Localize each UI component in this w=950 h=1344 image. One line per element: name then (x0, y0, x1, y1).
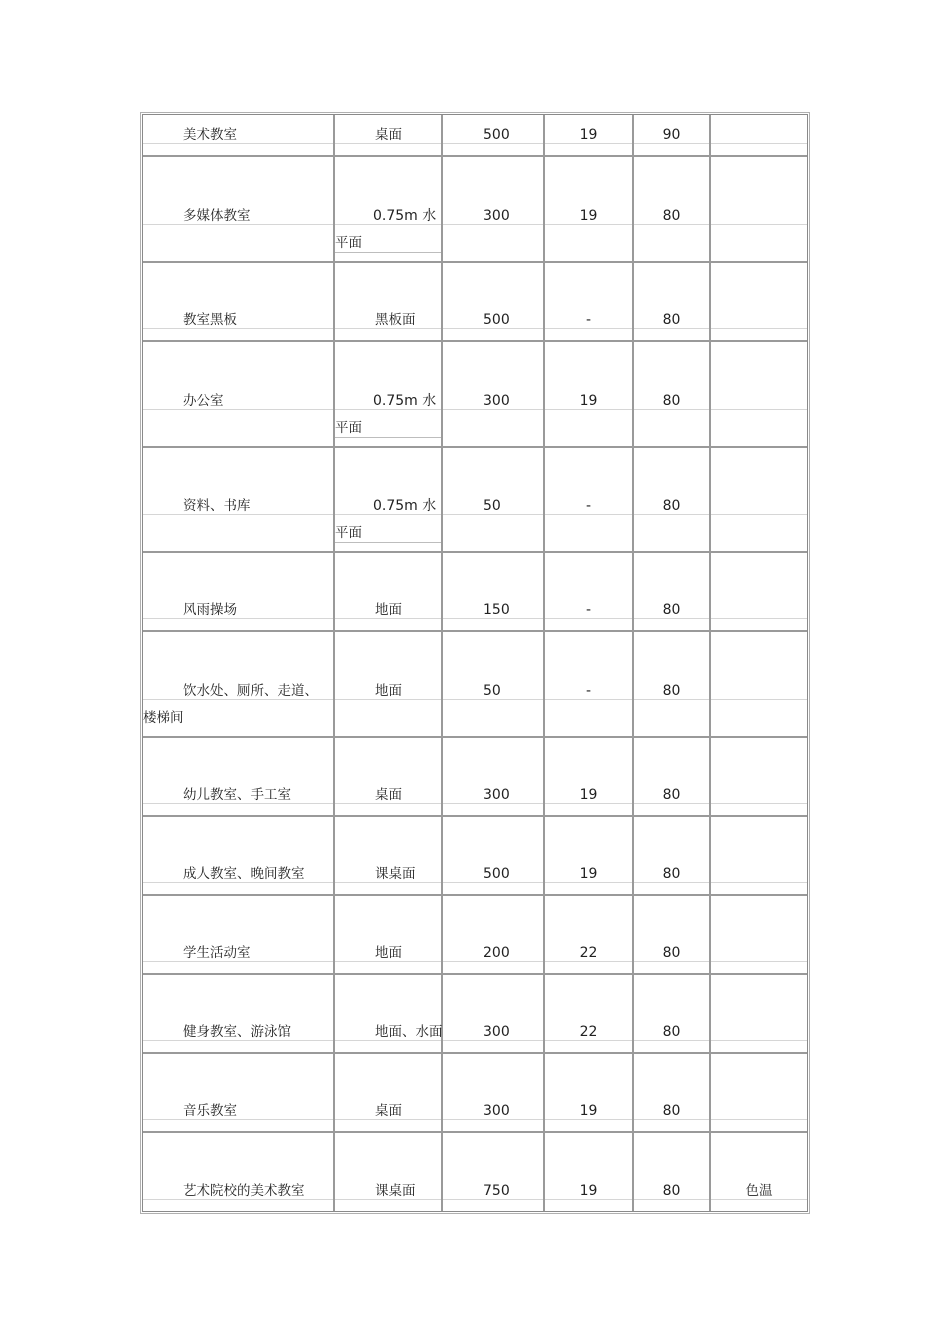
note-cell (711, 553, 807, 630)
table-row (143, 342, 807, 448)
ra-cell (634, 553, 711, 630)
ra-cell (634, 1054, 711, 1131)
lux-cell (443, 448, 545, 551)
ugr-cell (545, 738, 634, 815)
table-row (143, 448, 807, 553)
illuminance-value: 300 (483, 208, 510, 224)
area-cell (143, 896, 335, 973)
table-row (143, 632, 807, 738)
plane-cell (335, 157, 443, 261)
area-name: 资料、书库 (183, 498, 251, 514)
lux-cell (443, 817, 545, 894)
table-row (143, 896, 807, 975)
illuminance-value: 300 (483, 1024, 510, 1040)
area-cell (143, 157, 335, 261)
reference-plane: 0.75m 水 (373, 208, 437, 224)
note-cell (711, 738, 807, 815)
illuminance-value: 200 (483, 945, 510, 961)
ugr-value: 19 (579, 866, 598, 882)
reference-plane: 0.75m 水 (373, 498, 437, 514)
plane-cell (335, 263, 443, 340)
plane-cell (335, 817, 443, 894)
note-cell (711, 263, 807, 340)
ra-cell (634, 632, 711, 736)
ra-value: 80 (662, 1024, 681, 1040)
reference-plane: 课桌面 (375, 866, 416, 882)
ugr-value: 19 (579, 393, 598, 409)
illuminance-value: 150 (483, 602, 510, 618)
ra-value: 90 (662, 127, 681, 143)
note-cell (711, 342, 807, 446)
ugr-cell (545, 632, 634, 736)
area-name: 学生活动室 (183, 945, 251, 961)
ra-cell (634, 1133, 711, 1211)
lux-cell (443, 975, 545, 1052)
note-cell (711, 817, 807, 894)
area-cell (143, 115, 335, 155)
reference-plane: 地面 (375, 945, 402, 961)
reference-plane: 黑板面 (375, 312, 416, 328)
area-name: 多媒体教室 (183, 208, 251, 224)
lux-cell (443, 115, 545, 155)
reference-plane: 0.75m 水 (373, 393, 437, 409)
lux-cell (443, 157, 545, 261)
ugr-value: - (585, 312, 592, 328)
ra-value: 80 (662, 393, 681, 409)
ra-cell (634, 448, 711, 551)
area-cell (143, 1054, 335, 1131)
ugr-value: 19 (579, 787, 598, 803)
illuminance-value: 500 (483, 312, 510, 328)
note-cell (711, 448, 807, 551)
note-cell (711, 975, 807, 1052)
ugr-cell (545, 342, 634, 446)
cell-rule (335, 437, 441, 438)
area-cell (143, 448, 335, 551)
ra-value: 80 (662, 1103, 681, 1119)
plane-cell (335, 115, 443, 155)
lux-cell (443, 553, 545, 630)
reference-plane-wrap: 平面 (335, 420, 362, 436)
area-name: 饮水处、厕所、走道、 (183, 683, 318, 699)
lux-cell (443, 738, 545, 815)
reference-plane-wrap: 平面 (335, 525, 362, 541)
note-cell (711, 157, 807, 261)
table-row (143, 263, 807, 342)
area-name: 美术教室 (183, 127, 237, 143)
ugr-value: - (585, 602, 592, 618)
plane-cell (335, 738, 443, 815)
note-cell (711, 1054, 807, 1131)
illuminance-value: 300 (483, 787, 510, 803)
illuminance-value: 300 (483, 1103, 510, 1119)
table-row (143, 817, 807, 896)
lux-cell (443, 896, 545, 973)
ugr-value: - (585, 683, 592, 699)
ra-value: 80 (662, 602, 681, 618)
table-row (143, 1133, 807, 1211)
ra-value: 80 (662, 312, 681, 328)
lux-cell (443, 632, 545, 736)
ra-value: 80 (662, 787, 681, 803)
lighting-standards-table (142, 114, 808, 1212)
area-cell (143, 632, 335, 736)
ugr-value: 19 (579, 127, 598, 143)
reference-plane: 地面、水面 (375, 1024, 443, 1040)
ra-value: 80 (662, 945, 681, 961)
area-name: 健身教室、游泳馆 (183, 1024, 291, 1040)
area-name: 音乐教室 (183, 1103, 237, 1119)
table-row (143, 157, 807, 263)
area-name: 成人教室、晚间教室 (183, 866, 305, 882)
lux-cell (443, 1133, 545, 1211)
ugr-cell (545, 157, 634, 261)
reference-plane: 桌面 (375, 1103, 402, 1119)
ra-value: 80 (662, 866, 681, 882)
reference-plane: 课桌面 (375, 1183, 416, 1199)
ra-value: 80 (662, 1183, 681, 1199)
cell-rule (335, 542, 441, 543)
ra-cell (634, 738, 711, 815)
area-name: 风雨操场 (183, 602, 237, 618)
ra-cell (634, 896, 711, 973)
table-row (143, 1054, 807, 1133)
plane-cell (335, 632, 443, 736)
ugr-cell (545, 975, 634, 1052)
plane-cell (335, 342, 443, 446)
ugr-value: 19 (579, 208, 598, 224)
lux-cell (443, 263, 545, 340)
ugr-value: - (585, 498, 592, 514)
ra-value: 80 (662, 683, 681, 699)
ugr-cell (545, 553, 634, 630)
table-row (143, 975, 807, 1054)
ugr-cell (545, 1054, 634, 1131)
ugr-cell (545, 896, 634, 973)
ra-value: 80 (662, 208, 681, 224)
cell-rule (335, 252, 441, 253)
note-cell (711, 115, 807, 155)
area-cell (143, 817, 335, 894)
area-cell (143, 553, 335, 630)
reference-plane: 桌面 (375, 787, 402, 803)
ra-cell (634, 263, 711, 340)
ugr-cell (545, 448, 634, 551)
table-row (143, 115, 807, 157)
note-cell (711, 896, 807, 973)
ugr-value: 19 (579, 1183, 598, 1199)
ugr-cell (545, 115, 634, 155)
area-cell (143, 975, 335, 1052)
area-name-wrap: 楼梯间 (143, 710, 184, 726)
ugr-cell (545, 263, 634, 340)
lux-cell (443, 342, 545, 446)
ugr-cell (545, 817, 634, 894)
ra-cell (634, 115, 711, 155)
ra-cell (634, 975, 711, 1052)
ugr-value: 19 (579, 1103, 598, 1119)
note-cell (711, 1133, 807, 1211)
note-cell (711, 632, 807, 736)
area-cell (143, 738, 335, 815)
table-row (143, 738, 807, 817)
illuminance-value: 500 (483, 127, 510, 143)
area-name: 艺术院校的美术教室 (183, 1183, 305, 1199)
reference-plane: 桌面 (375, 127, 402, 143)
plane-cell (335, 896, 443, 973)
illuminance-value: 500 (483, 866, 510, 882)
ugr-cell (545, 1133, 634, 1211)
illuminance-value: 50 (483, 498, 501, 514)
lux-cell (443, 1054, 545, 1131)
illuminance-value: 300 (483, 393, 510, 409)
note-text: 色温 (745, 1183, 773, 1199)
reference-plane: 地面 (375, 602, 402, 618)
area-name: 教室黑板 (183, 312, 237, 328)
area-cell (143, 263, 335, 340)
table-row (143, 553, 807, 632)
area-name: 幼儿教室、手工室 (183, 787, 291, 803)
plane-cell (335, 1054, 443, 1131)
illuminance-value: 750 (483, 1183, 510, 1199)
ugr-value: 22 (579, 1024, 598, 1040)
reference-plane: 地面 (375, 683, 402, 699)
illuminance-value: 50 (483, 683, 501, 699)
plane-cell (335, 1133, 443, 1211)
reference-plane-wrap: 平面 (335, 235, 362, 251)
area-cell (143, 342, 335, 446)
plane-cell (335, 975, 443, 1052)
ra-cell (634, 157, 711, 261)
ugr-value: 22 (579, 945, 598, 961)
ra-cell (634, 817, 711, 894)
area-cell (143, 1133, 335, 1211)
plane-cell (335, 448, 443, 551)
area-name: 办公室 (183, 393, 224, 409)
ra-cell (634, 342, 711, 446)
ra-value: 80 (662, 498, 681, 514)
plane-cell (335, 553, 443, 630)
